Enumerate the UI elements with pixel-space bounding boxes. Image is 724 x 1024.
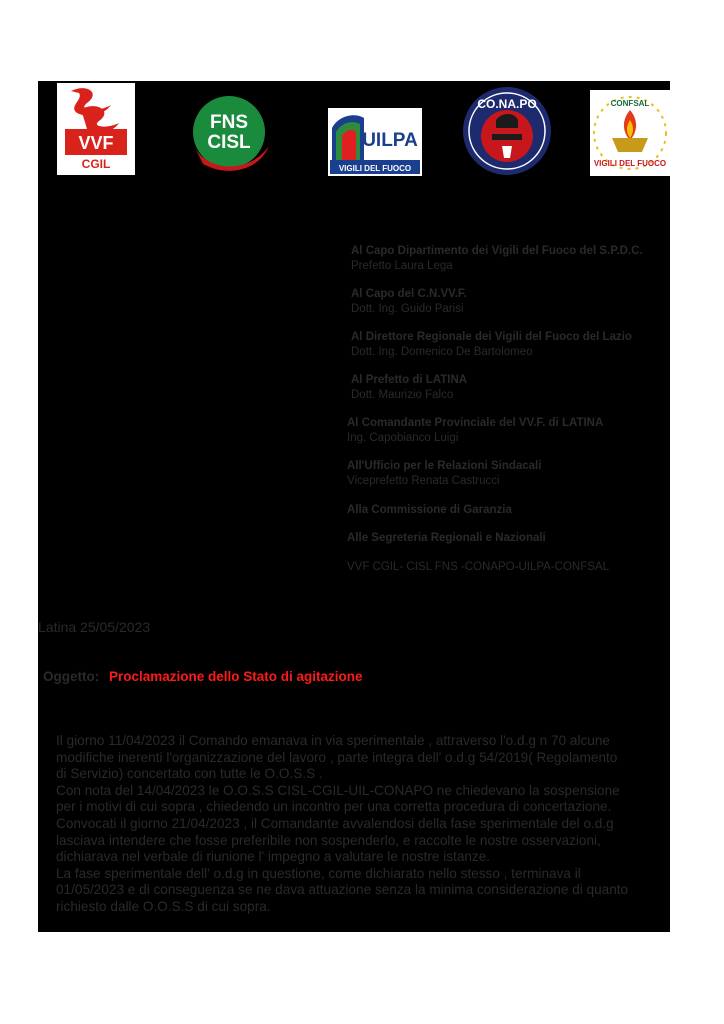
- recipient-title: Al Capo del C.N.VV.F.: [351, 288, 467, 300]
- recipient-segreterie: [347, 531, 546, 546]
- recipient-capo-dipartimento: [351, 244, 643, 274]
- body-line: di Servizio) concertato con tutte le O.O.S.S .: [56, 766, 323, 782]
- conapo-logo: [462, 86, 552, 176]
- conapo-label: CO.NA.PO: [477, 97, 537, 111]
- body-line: per i motivi di cui sopra , chiedendo un incontro per una corretta procedura di concertazione.: [56, 799, 612, 815]
- recipient-commissione: [347, 503, 512, 518]
- recipient-name: Dott. Ing. Domenico De Bartolomeo: [351, 346, 533, 358]
- confsal-logo: [590, 90, 670, 176]
- body-line: dichiarava nel verbale di riunione l' impegno a valutare le nostre istanze.: [56, 849, 491, 865]
- body-text: [56, 733, 668, 916]
- recipient-capo-cnvvf: [351, 287, 467, 317]
- confsal-top-label: CONFSAL: [610, 99, 650, 108]
- recipient-name: Viceprefetto Renata Castrucci: [347, 475, 500, 487]
- recipient-name: Ing. Capobianco Luigi: [347, 432, 459, 444]
- body-line: lasciava intendere che fosse preferibile non sospenderlo, e raccolte le nostre osservazioni,: [56, 832, 601, 848]
- recipient-title: Alla Commissione di Garanzia: [347, 504, 512, 516]
- uilpa-title: UILPA: [362, 130, 418, 151]
- uilpa-logo: [328, 108, 422, 176]
- recipient-direttore-regionale: [351, 330, 632, 360]
- recipient-comandante: [347, 416, 603, 446]
- recipient-title: Al Prefetto di LATINA: [351, 374, 468, 386]
- subject-line: [43, 669, 363, 684]
- body-line: Il giorno 11/04/2023 il Comando emanava in via sperimentale , attraverso l'o.d.g n 70 alcune: [56, 733, 610, 748]
- body-line: 01/05/2023 e di conseguenza se ne dava attuazione senza la minima considerazione di quanto: [56, 882, 629, 898]
- recipient-title: Al Capo Dipartimento dei Vigili del Fuoco del S.P.D.C.: [351, 245, 643, 257]
- recipient-prefetto: [351, 373, 467, 403]
- recipient-title: Al Comandante Provinciale del VV.F. di LATINA: [347, 417, 604, 429]
- recipient-name: Prefetto Laura Lega: [351, 260, 453, 272]
- recipient-title: Alle Segreteria Regionali e Nazionali: [347, 532, 546, 544]
- recipient-title: All'Ufficio per le Relazioni Sindacali: [347, 460, 542, 472]
- vvf-label: VVF: [78, 133, 114, 153]
- body-line: modifiche inerenti l'organizzazione del lavoro , parte integra dell' o.d.g 54/2019( Regolamento: [56, 749, 618, 765]
- confsal-bottom-label: VIGILI DEL FUOCO: [593, 159, 667, 168]
- body-line: Convocati il giorno 21/04/2023 , il Comandante avvalendosi della fase sperimentale del o.d.g: [56, 815, 614, 831]
- recipient-sigle: [347, 560, 609, 575]
- recipient-name: Dott. Maurizio Falco: [351, 389, 454, 401]
- fns-label: FNS: [210, 112, 248, 133]
- body-line: La fase sperimentale dell' o.d.g in questione, come dichiarato nello stesso , terminava il: [56, 865, 581, 881]
- recipient-name: VVF CGIL- CISL FNS -CONAPO-UILPA-CONFSAL: [347, 561, 609, 573]
- recipient-name: Dott. Ing. Guido Parisi: [351, 303, 464, 315]
- document-date: Latina 25/05/2023: [38, 619, 151, 635]
- cgil-label: CGIL: [81, 157, 111, 171]
- subject-text: Proclamazione dello Stato di agitazione: [109, 669, 363, 684]
- subject-label: Oggetto:: [43, 669, 100, 684]
- body-line: Con nota del 14/04/2023 le O.O.S.S CISL-CGIL-UIL-CONAPO ne chiedevano la sospensione: [56, 782, 620, 798]
- recipient-ufficio-relazioni: [347, 459, 541, 489]
- uilpa-subtitle: VIGILI DEL FUOCO: [338, 164, 412, 173]
- cisl-label: CISL: [207, 132, 251, 153]
- fns-cisl-logo: [189, 96, 273, 176]
- recipient-title: Al Direttore Regionale dei Vigili del Fuoco del Lazio: [351, 331, 632, 343]
- body-line: richiesto dalle O.O.S.S di cui sopra.: [56, 898, 271, 914]
- vvf-cgil-logo: [57, 83, 135, 175]
